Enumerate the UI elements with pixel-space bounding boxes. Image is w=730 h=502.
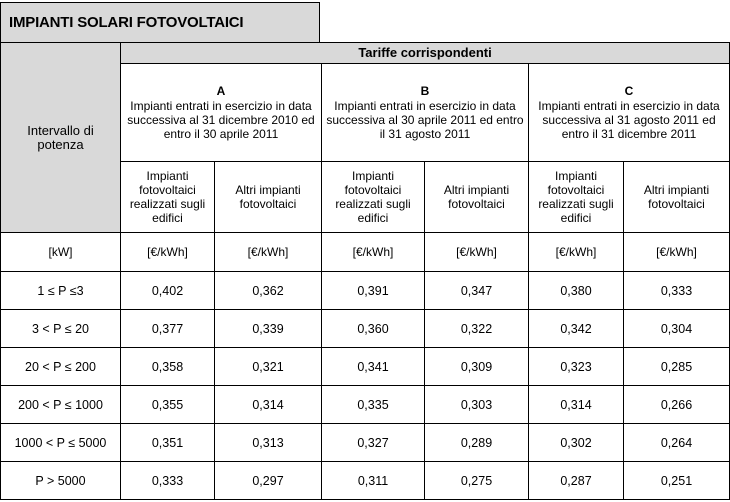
- unit-cell: [€/kWh]: [322, 233, 425, 272]
- value-cell: 0,333: [624, 272, 730, 310]
- table-row: [1, 424, 730, 462]
- range-cell: 20 < P ≤ 200: [1, 348, 121, 386]
- value-cell: 0,347: [425, 272, 529, 310]
- value-cell: 0,285: [624, 348, 730, 386]
- group-description: Impianti entrati in esercizio in data successiva al 31 agosto 2011 ed entro il 31 dicembre 2011: [538, 99, 720, 141]
- value-cell: 0,266: [624, 386, 730, 424]
- group-description: Impianti entrati in esercizio in data successiva al 30 aprile 2011 ed entro il 31 agosto 2011: [326, 99, 524, 141]
- value-cell: 0,313: [215, 424, 322, 462]
- value-cell: 0,251: [624, 462, 730, 500]
- unit-row: [1, 233, 730, 272]
- unit-cell: [€/kWh]: [425, 233, 529, 272]
- value-cell: 0,275: [425, 462, 529, 500]
- value-cell: 0,360: [322, 310, 425, 348]
- group-header-c: [529, 64, 730, 162]
- value-cell: 0,339: [215, 310, 322, 348]
- table-row: [1, 386, 730, 424]
- subcolumn-header: Altri impianti fotovoltaici: [215, 162, 322, 233]
- value-cell: 0,380: [529, 272, 624, 310]
- group-description: Impianti entrati in esercizio in data successiva al 31 dicembre 2010 ed entro il 30 aprile 2011: [127, 99, 315, 141]
- value-cell: 0,351: [121, 424, 215, 462]
- row-header-cell: Intervallo di potenza: [1, 43, 121, 233]
- value-cell: 0,333: [121, 462, 215, 500]
- value-cell: 0,289: [425, 424, 529, 462]
- subcolumn-header: Impianti fotovoltaici realizzati sugli edifici: [322, 162, 425, 233]
- range-cell: 1 ≤ P ≤3: [1, 272, 121, 310]
- subcolumn-header: Altri impianti fotovoltaici: [425, 162, 529, 233]
- group-letter: B: [420, 84, 430, 98]
- value-cell: 0,342: [529, 310, 624, 348]
- page-title: IMPIANTI SOLARI FOTOVOLTAICI: [0, 2, 320, 42]
- value-cell: 0,402: [121, 272, 215, 310]
- value-cell: 0,377: [121, 310, 215, 348]
- value-cell: 0,335: [322, 386, 425, 424]
- table-row: [1, 310, 730, 348]
- unit-cell: [€/kWh]: [529, 233, 624, 272]
- unit-cell: [kW]: [1, 233, 121, 272]
- value-cell: 0,391: [322, 272, 425, 310]
- subcolumn-header: Impianti fotovoltaici realizzati sugli edifici: [121, 162, 215, 233]
- value-cell: 0,322: [425, 310, 529, 348]
- table-row: [1, 272, 730, 310]
- value-cell: 0,355: [121, 386, 215, 424]
- value-cell: 0,327: [322, 424, 425, 462]
- value-cell: 0,297: [215, 462, 322, 500]
- unit-cell: [€/kWh]: [215, 233, 322, 272]
- value-cell: 0,264: [624, 424, 730, 462]
- value-cell: 0,314: [529, 386, 624, 424]
- range-cell: 3 < P ≤ 20: [1, 310, 121, 348]
- subcolumn-header: Altri impianti fotovoltaici: [624, 162, 730, 233]
- super-header-cell: Tariffe corrispondenti: [121, 43, 730, 64]
- value-cell: 0,321: [215, 348, 322, 386]
- value-cell: 0,323: [529, 348, 624, 386]
- range-cell: P > 5000: [1, 462, 121, 500]
- subcolumn-header: Impianti fotovoltaici realizzati sugli edifici: [529, 162, 624, 233]
- group-letter: C: [624, 84, 634, 98]
- value-cell: 0,341: [322, 348, 425, 386]
- value-cell: 0,358: [121, 348, 215, 386]
- value-cell: 0,362: [215, 272, 322, 310]
- group-header-b: [322, 64, 529, 162]
- super-header-row: [1, 43, 730, 64]
- group-letter: A: [216, 84, 226, 98]
- value-cell: 0,303: [425, 386, 529, 424]
- unit-cell: [€/kWh]: [624, 233, 730, 272]
- value-cell: 0,311: [322, 462, 425, 500]
- group-header-a: [121, 64, 322, 162]
- range-cell: 1000 < P ≤ 5000: [1, 424, 121, 462]
- range-cell: 200 < P ≤ 1000: [1, 386, 121, 424]
- unit-cell: [€/kWh]: [121, 233, 215, 272]
- table-row: [1, 348, 730, 386]
- value-cell: 0,309: [425, 348, 529, 386]
- value-cell: 0,287: [529, 462, 624, 500]
- table-row: [1, 462, 730, 500]
- tariff-table: [0, 42, 730, 500]
- value-cell: 0,314: [215, 386, 322, 424]
- value-cell: 0,304: [624, 310, 730, 348]
- value-cell: 0,302: [529, 424, 624, 462]
